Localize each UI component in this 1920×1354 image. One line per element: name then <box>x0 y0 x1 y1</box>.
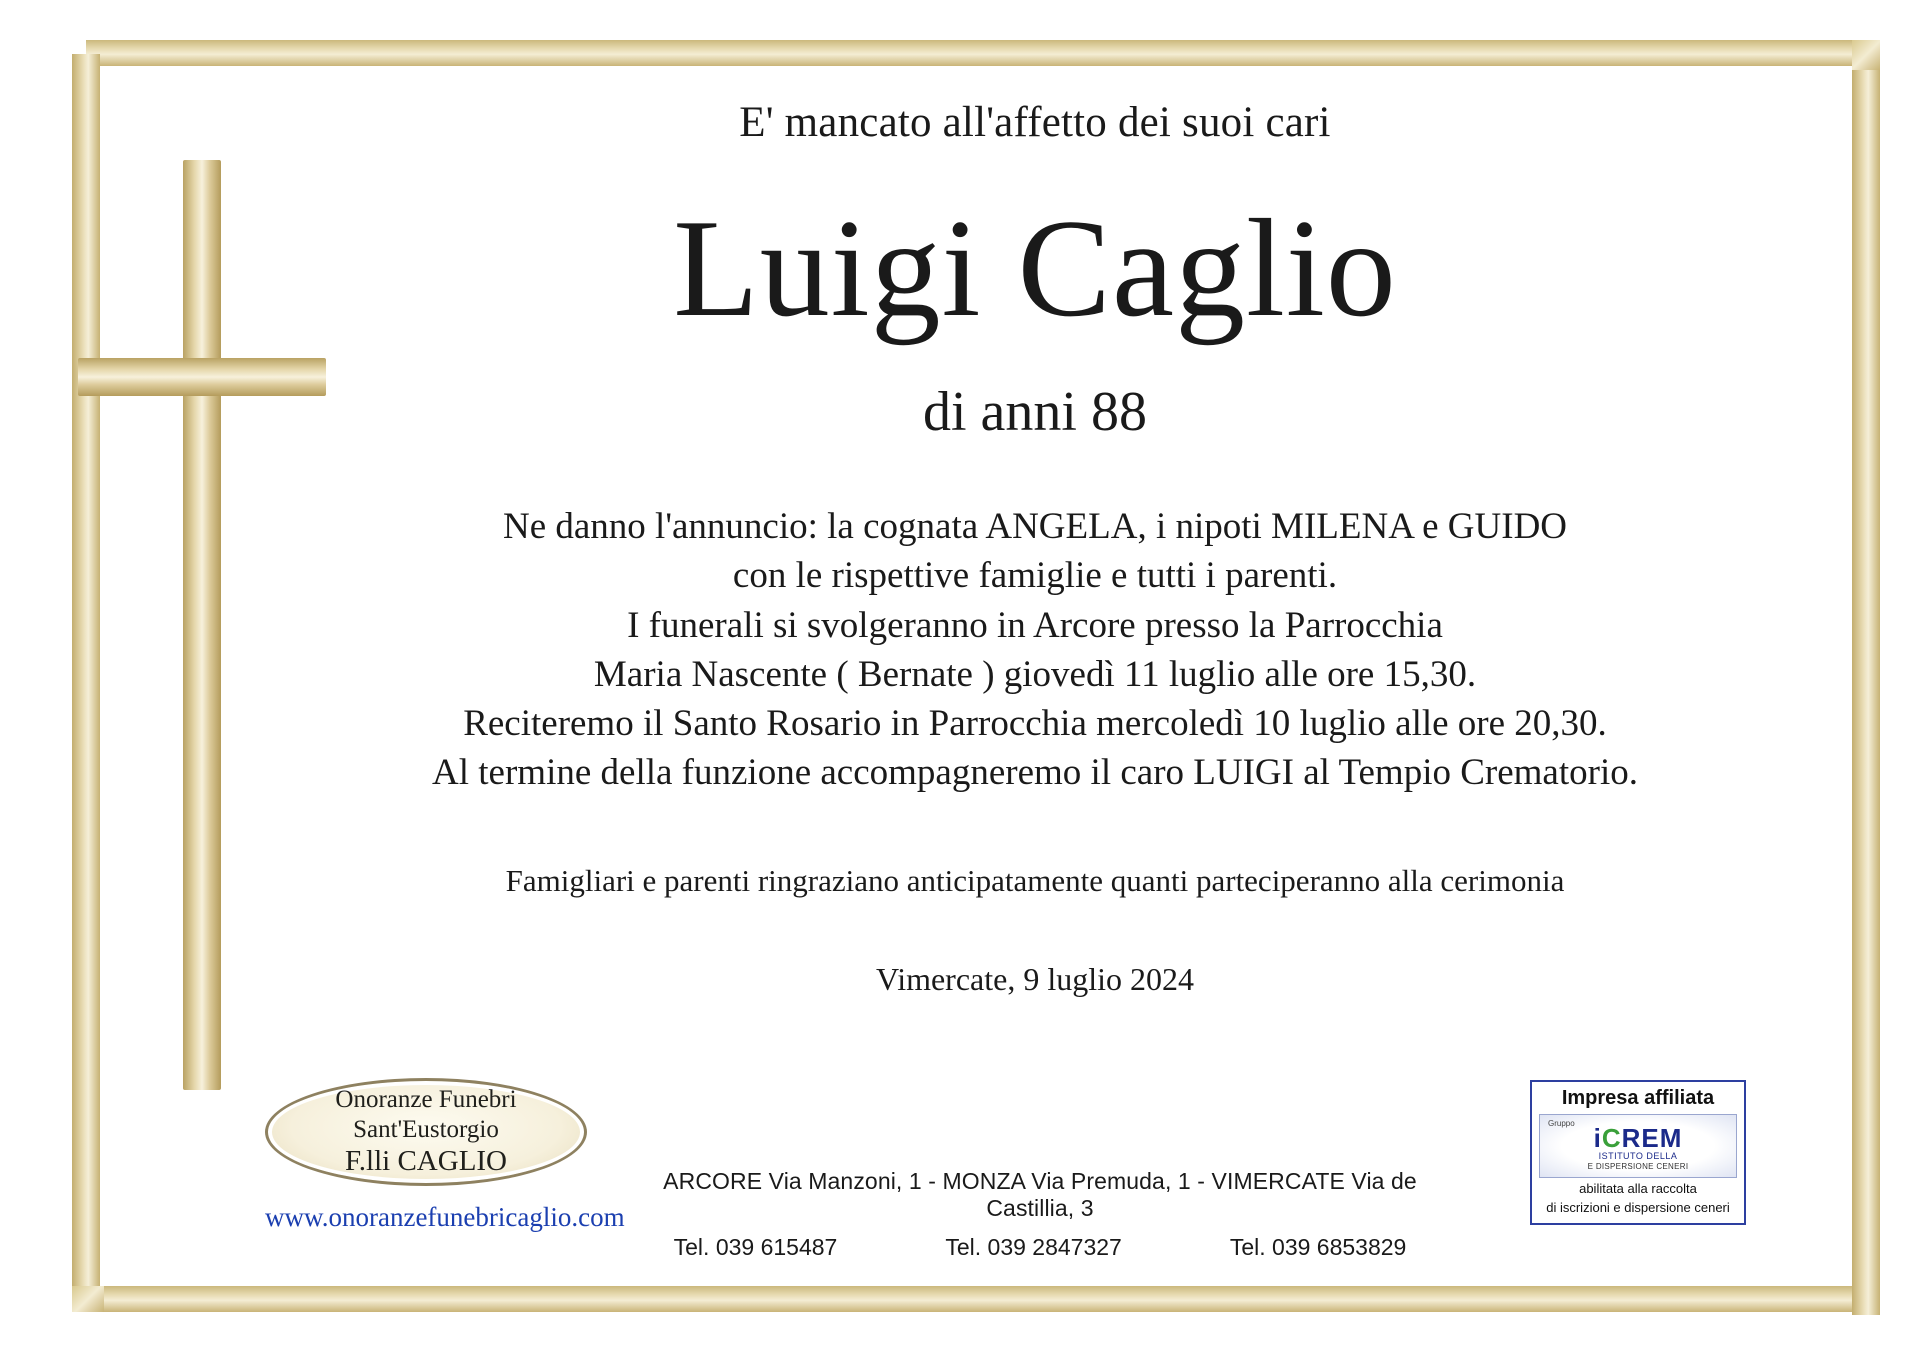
announcement-line: con le rispettive famiglie e tutti i parenti. <box>732 555 1338 597</box>
frame-left-bar <box>72 54 100 1312</box>
affiliation-badge <box>1530 1080 1746 1225</box>
announcement-line: Reciteremo il Santo Rosario in Parrocchia mercoledì 10 luglio alle ore 20,30. <box>463 703 1607 744</box>
deceased-name: Luigi Caglio <box>673 191 1397 346</box>
badge-brand: iCREM <box>1593 1123 1683 1153</box>
announcement-block <box>300 502 1770 797</box>
badge-header: Impresa affiliata <box>1561 1087 1715 1109</box>
frame-top-bar <box>86 40 1852 66</box>
phone-list <box>630 1234 1450 1261</box>
phone-vimercate: Tel. 039 6853829 <box>1229 1234 1407 1260</box>
phone-monza: Tel. 039 2847327 <box>945 1234 1122 1260</box>
phone-arcore: Tel. 039 615487 <box>673 1234 838 1260</box>
icrem-logo-icon <box>1539 1114 1737 1178</box>
contact-info <box>630 1168 1450 1261</box>
deceased-age: di anni 88 <box>923 381 1147 444</box>
cross-horizontal-bar <box>78 358 326 396</box>
badge-footer-2: di iscrizioni e dispersione ceneri <box>1546 1200 1730 1216</box>
announcement-line: Ne danno l'annuncio: la cognata ANGELA, i nipoti MILENA e GUIDO <box>502 506 1568 548</box>
cross-vertical-bar <box>183 160 221 1090</box>
funeral-home-logo <box>265 1078 625 1233</box>
thanks-line: Famigliari e parenti ringraziano anticipatamente quanti parteciperanno alla cerimonia <box>505 863 1565 899</box>
logo-line-1: Onoranze Funebri <box>335 1086 517 1114</box>
frame-right-bar <box>1852 70 1880 1315</box>
badge-footer-1: abilitata alla raccolta <box>1579 1181 1697 1196</box>
badge-sub2: E DISPERSIONE CENERI <box>1587 1162 1689 1171</box>
badge-brand-c: C <box>1601 1123 1622 1153</box>
notice-text-block <box>300 70 1770 998</box>
badge-tiny-label: Gruppo <box>1548 1119 1575 1128</box>
website-link[interactable]: www.onoranzefunebricaglio.com <box>265 1202 625 1232</box>
frame-corner-top-right <box>1852 40 1880 70</box>
announcement-line: I funerali si svolgeranno in Arcore presso la Parrocchia <box>627 604 1443 646</box>
announcement-line: Al termine della funzione accompagneremo il caro LUIGI al Tempio Crematorio. <box>432 752 1638 794</box>
place-and-date: Vimercate, 9 luglio 2024 <box>876 961 1194 998</box>
logo-oval <box>265 1078 587 1186</box>
badge-sub1: ISTITUTO DELLA <box>1598 1151 1678 1161</box>
frame-bottom-bar <box>104 1286 1872 1312</box>
frame-corner-bottom-left <box>72 1286 104 1312</box>
logo-line-3: F.lli CAGLIO <box>344 1145 508 1178</box>
address-line: ARCORE Via Manzoni, 1 - MONZA Via Premuda, 1 - VIMERCATE Via de Castillia, 3 <box>663 1168 1417 1221</box>
intro-line: E' mancato all'affetto dei suoi cari <box>739 99 1331 146</box>
announcement-line: Maria Nascente ( Bernate ) giovedì 11 luglio alle ore 15,30. <box>593 653 1477 695</box>
logo-line-2: Sant'Eustorgio <box>353 1115 499 1143</box>
